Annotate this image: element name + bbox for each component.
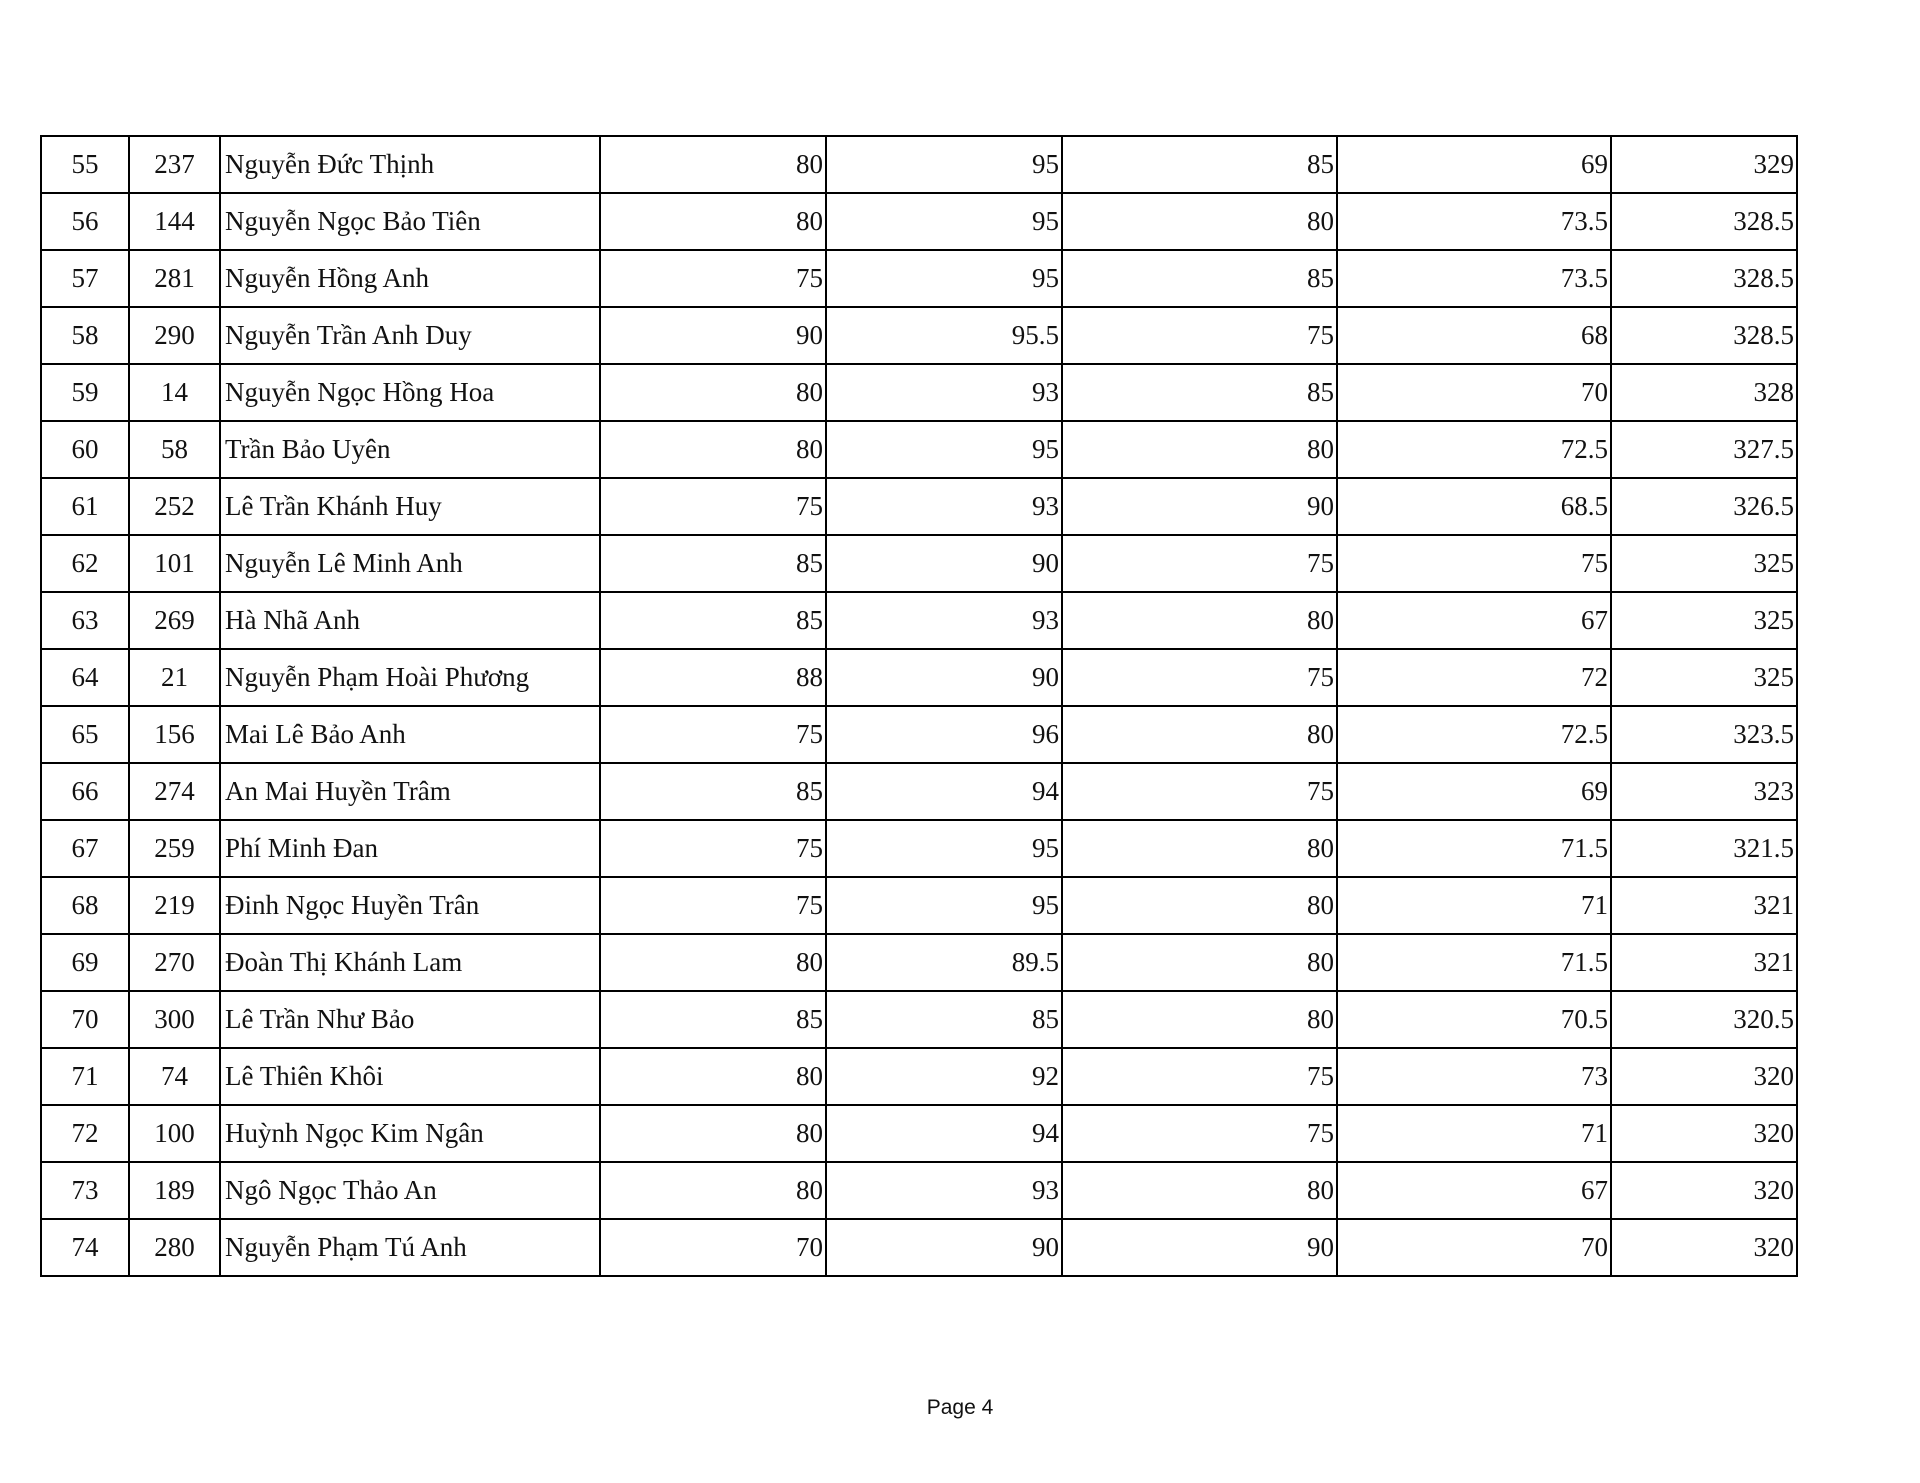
score-3-cell: 75 — [1062, 649, 1337, 706]
name-cell: Nguyễn Phạm Hoài Phương — [220, 649, 600, 706]
name-cell: Nguyễn Ngọc Bảo Tiên — [220, 193, 600, 250]
score-1-cell: 80 — [600, 136, 826, 193]
score-1-cell: 75 — [600, 820, 826, 877]
score-table — [40, 135, 1798, 1277]
id-cell: 281 — [129, 250, 220, 307]
table-body — [41, 136, 1797, 1276]
score-1-cell: 85 — [600, 535, 826, 592]
table-row — [41, 478, 1797, 535]
name-cell: Lê Trần Khánh Huy — [220, 478, 600, 535]
name-cell: Lê Trần Như Bảo — [220, 991, 600, 1048]
id-cell: 100 — [129, 1105, 220, 1162]
table-row — [41, 1048, 1797, 1105]
score-2-cell: 95 — [826, 136, 1062, 193]
score-3-cell: 90 — [1062, 478, 1337, 535]
rank-cell: 62 — [41, 535, 129, 592]
score-1-cell: 75 — [600, 877, 826, 934]
score-3-cell: 80 — [1062, 991, 1337, 1048]
name-cell: Phí Minh Đan — [220, 820, 600, 877]
score-2-cell: 95 — [826, 877, 1062, 934]
score-3-cell: 75 — [1062, 535, 1337, 592]
rank-cell: 57 — [41, 250, 129, 307]
rank-cell: 67 — [41, 820, 129, 877]
score-2-cell: 93 — [826, 1162, 1062, 1219]
id-cell: 58 — [129, 421, 220, 478]
table-row — [41, 706, 1797, 763]
table-row — [41, 592, 1797, 649]
name-cell: Nguyễn Trần Anh Duy — [220, 307, 600, 364]
score-2-cell: 95.5 — [826, 307, 1062, 364]
rank-cell: 66 — [41, 763, 129, 820]
score-1-cell: 85 — [600, 763, 826, 820]
table-row — [41, 1162, 1797, 1219]
table-row — [41, 934, 1797, 991]
table-row — [41, 1219, 1797, 1276]
score-2-cell: 93 — [826, 592, 1062, 649]
score-3-cell: 80 — [1062, 592, 1337, 649]
score-2-cell: 93 — [826, 364, 1062, 421]
table-row — [41, 193, 1797, 250]
table-row — [41, 763, 1797, 820]
table-row — [41, 991, 1797, 1048]
name-cell: Hà Nhã Anh — [220, 592, 600, 649]
total-cell: 327.5 — [1611, 421, 1797, 478]
score-3-cell: 75 — [1062, 307, 1337, 364]
score-4-cell: 70 — [1337, 1219, 1611, 1276]
score-2-cell: 94 — [826, 763, 1062, 820]
total-cell: 328.5 — [1611, 193, 1797, 250]
id-cell: 74 — [129, 1048, 220, 1105]
score-1-cell: 80 — [600, 934, 826, 991]
name-cell: Đinh Ngọc Huyền Trân — [220, 877, 600, 934]
score-1-cell: 90 — [600, 307, 826, 364]
page-number: Page 4 — [926, 1396, 994, 1419]
rank-cell: 56 — [41, 193, 129, 250]
name-cell: Nguyễn Ngọc Hồng Hoa — [220, 364, 600, 421]
table-row — [41, 649, 1797, 706]
name-cell: Nguyễn Lê Minh Anh — [220, 535, 600, 592]
id-cell: 189 — [129, 1162, 220, 1219]
score-1-cell: 75 — [600, 250, 826, 307]
score-2-cell: 95 — [826, 421, 1062, 478]
total-cell: 325 — [1611, 535, 1797, 592]
id-cell: 290 — [129, 307, 220, 364]
name-cell: Mai Lê Bảo Anh — [220, 706, 600, 763]
rank-cell: 74 — [41, 1219, 129, 1276]
score-4-cell: 75 — [1337, 535, 1611, 592]
id-cell: 280 — [129, 1219, 220, 1276]
rank-cell: 70 — [41, 991, 129, 1048]
rank-cell: 68 — [41, 877, 129, 934]
table-row — [41, 136, 1797, 193]
score-1-cell: 80 — [600, 1048, 826, 1105]
score-3-cell: 80 — [1062, 1162, 1337, 1219]
id-cell: 259 — [129, 820, 220, 877]
name-cell: Đoàn Thị Khánh Lam — [220, 934, 600, 991]
score-2-cell: 93 — [826, 478, 1062, 535]
score-3-cell: 85 — [1062, 250, 1337, 307]
score-2-cell: 90 — [826, 1219, 1062, 1276]
rank-cell: 71 — [41, 1048, 129, 1105]
score-3-cell: 80 — [1062, 706, 1337, 763]
score-1-cell: 75 — [600, 706, 826, 763]
score-4-cell: 71.5 — [1337, 934, 1611, 991]
score-4-cell: 73 — [1337, 1048, 1611, 1105]
rank-cell: 59 — [41, 364, 129, 421]
total-cell: 325 — [1611, 649, 1797, 706]
rank-cell: 69 — [41, 934, 129, 991]
score-2-cell: 92 — [826, 1048, 1062, 1105]
score-4-cell: 69 — [1337, 763, 1611, 820]
total-cell: 320.5 — [1611, 991, 1797, 1048]
score-4-cell: 68 — [1337, 307, 1611, 364]
table-row — [41, 421, 1797, 478]
total-cell: 328 — [1611, 364, 1797, 421]
name-cell: Huỳnh Ngọc Kim Ngân — [220, 1105, 600, 1162]
score-2-cell: 89.5 — [826, 934, 1062, 991]
rank-cell: 63 — [41, 592, 129, 649]
rank-cell: 60 — [41, 421, 129, 478]
total-cell: 328.5 — [1611, 307, 1797, 364]
id-cell: 237 — [129, 136, 220, 193]
total-cell: 329 — [1611, 136, 1797, 193]
rank-cell: 72 — [41, 1105, 129, 1162]
score-3-cell: 85 — [1062, 136, 1337, 193]
score-1-cell: 88 — [600, 649, 826, 706]
rank-cell: 65 — [41, 706, 129, 763]
score-2-cell: 95 — [826, 250, 1062, 307]
id-cell: 219 — [129, 877, 220, 934]
score-3-cell: 80 — [1062, 193, 1337, 250]
total-cell: 323 — [1611, 763, 1797, 820]
score-4-cell: 73.5 — [1337, 193, 1611, 250]
score-3-cell: 80 — [1062, 934, 1337, 991]
rank-cell: 55 — [41, 136, 129, 193]
id-cell: 21 — [129, 649, 220, 706]
score-2-cell: 94 — [826, 1105, 1062, 1162]
score-3-cell: 80 — [1062, 820, 1337, 877]
score-4-cell: 69 — [1337, 136, 1611, 193]
score-4-cell: 72 — [1337, 649, 1611, 706]
id-cell: 274 — [129, 763, 220, 820]
score-1-cell: 80 — [600, 421, 826, 478]
rank-cell: 61 — [41, 478, 129, 535]
score-4-cell: 71 — [1337, 877, 1611, 934]
score-3-cell: 75 — [1062, 1105, 1337, 1162]
name-cell: Nguyễn Đức Thịnh — [220, 136, 600, 193]
score-2-cell: 85 — [826, 991, 1062, 1048]
score-4-cell: 72.5 — [1337, 706, 1611, 763]
total-cell: 320 — [1611, 1105, 1797, 1162]
score-1-cell: 85 — [600, 592, 826, 649]
score-2-cell: 90 — [826, 535, 1062, 592]
id-cell: 101 — [129, 535, 220, 592]
table-row — [41, 820, 1797, 877]
total-cell: 325 — [1611, 592, 1797, 649]
score-1-cell: 80 — [600, 364, 826, 421]
score-4-cell: 71 — [1337, 1105, 1611, 1162]
score-3-cell: 90 — [1062, 1219, 1337, 1276]
score-4-cell: 70 — [1337, 364, 1611, 421]
total-cell: 321.5 — [1611, 820, 1797, 877]
rank-cell: 73 — [41, 1162, 129, 1219]
score-2-cell: 90 — [826, 649, 1062, 706]
id-cell: 252 — [129, 478, 220, 535]
total-cell: 320 — [1611, 1162, 1797, 1219]
score-4-cell: 70.5 — [1337, 991, 1611, 1048]
table-row — [41, 535, 1797, 592]
table-row — [41, 307, 1797, 364]
score-1-cell: 80 — [600, 193, 826, 250]
name-cell: Nguyễn Hồng Anh — [220, 250, 600, 307]
score-3-cell: 80 — [1062, 877, 1337, 934]
score-4-cell: 72.5 — [1337, 421, 1611, 478]
name-cell: Nguyễn Phạm Tú Anh — [220, 1219, 600, 1276]
score-1-cell: 80 — [600, 1162, 826, 1219]
id-cell: 14 — [129, 364, 220, 421]
score-3-cell: 75 — [1062, 1048, 1337, 1105]
score-1-cell: 75 — [600, 478, 826, 535]
score-4-cell: 67 — [1337, 1162, 1611, 1219]
total-cell: 321 — [1611, 877, 1797, 934]
score-4-cell: 67 — [1337, 592, 1611, 649]
id-cell: 156 — [129, 706, 220, 763]
id-cell: 269 — [129, 592, 220, 649]
score-1-cell: 80 — [600, 1105, 826, 1162]
name-cell: Trần Bảo Uyên — [220, 421, 600, 478]
score-2-cell: 96 — [826, 706, 1062, 763]
table-row — [41, 877, 1797, 934]
table-row — [41, 1105, 1797, 1162]
score-1-cell: 70 — [600, 1219, 826, 1276]
name-cell: Lê Thiên Khôi — [220, 1048, 600, 1105]
rank-cell: 64 — [41, 649, 129, 706]
score-4-cell: 68.5 — [1337, 478, 1611, 535]
score-4-cell: 71.5 — [1337, 820, 1611, 877]
total-cell: 320 — [1611, 1219, 1797, 1276]
total-cell: 320 — [1611, 1048, 1797, 1105]
id-cell: 300 — [129, 991, 220, 1048]
name-cell: An Mai Huyền Trâm — [220, 763, 600, 820]
score-3-cell: 85 — [1062, 364, 1337, 421]
total-cell: 321 — [1611, 934, 1797, 991]
rank-cell: 58 — [41, 307, 129, 364]
id-cell: 144 — [129, 193, 220, 250]
score-4-cell: 73.5 — [1337, 250, 1611, 307]
total-cell: 326.5 — [1611, 478, 1797, 535]
table-row — [41, 250, 1797, 307]
score-3-cell: 75 — [1062, 763, 1337, 820]
score-2-cell: 95 — [826, 193, 1062, 250]
score-1-cell: 85 — [600, 991, 826, 1048]
score-2-cell: 95 — [826, 820, 1062, 877]
table-row — [41, 364, 1797, 421]
score-3-cell: 80 — [1062, 421, 1337, 478]
id-cell: 270 — [129, 934, 220, 991]
total-cell: 328.5 — [1611, 250, 1797, 307]
name-cell: Ngô Ngọc Thảo An — [220, 1162, 600, 1219]
total-cell: 323.5 — [1611, 706, 1797, 763]
